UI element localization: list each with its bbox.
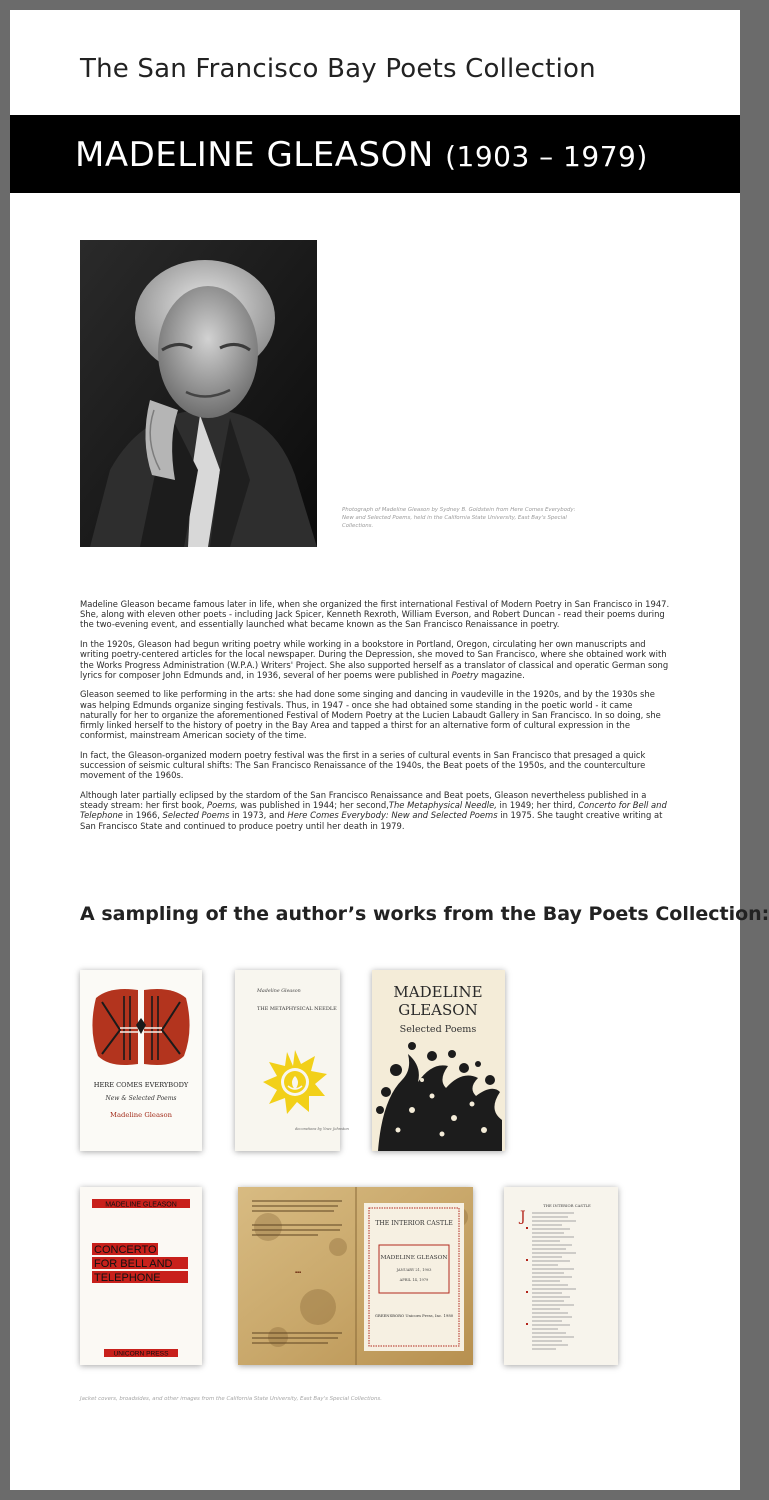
portrait-photo — [80, 240, 317, 547]
bio-paragraph-3: Gleason seemed to like performing in the arts: she had done some singing and dancing in vaudeville in the 1920s, and by the 1930s she was helping Edmunds organize singing festivals. Thus, in 1947 - once she had obtained some standing in the poetic world - it came naturally for her to organize the aforementioned Festival of Modern Poetry at the Lucien Labaudt Gallery in San Francisco. In so doing, she firmly linked herself to the history of poetry in the Bay Area and tapped a thirst for an alternative form of cultural expression in the conformist, mainstream American society of the time. — [80, 689, 661, 741]
poster-page — [10, 10, 769, 1490]
cover6-initial: J — [520, 1209, 526, 1225]
cover4-line2: FOR BELL AND — [94, 1258, 173, 1270]
biography — [80, 599, 670, 840]
photo-caption — [342, 506, 582, 530]
bio-paragraph-4: In fact, the Gleason-organized modern poetry festival was the first in a series of cultural events in San Francisco that presaged a quick succession of seismic cultural shifts: The San Francisco Renaissance of the 1940s, the Beat poets of the 1950s, and the counterculture movement of the 1960s. — [80, 749, 646, 781]
cover1-author: Madeline Gleason — [110, 1111, 172, 1119]
bio-p2-journal: Poetry — [451, 669, 479, 680]
bio-p2-text-a: In the 1920s, Gleason had begun writing poetry while working in a bookstore in Portland, Oregon, circulating her own manuscripts and writing poetry-centered articles for the local newspaper. During the Depression, she moved to San Francisco, where she obtained work with the Works Progress Administration (W.P.A.) Writers' Project. She also supported herself as a translator of classical and operatic German song lyrics for composer John Edmunds and, in 1936, several of her poems were published in — [80, 639, 669, 680]
cover3-name-line2: GLEASON — [398, 1001, 478, 1019]
cover-here-comes-everybody — [80, 970, 202, 1151]
cover1-title: HERE COMES EVERYBODY — [93, 1081, 189, 1089]
photo-caption-line-2: New and Selected Poems, held in the California State University, East Bay's Special Collections. — [342, 515, 567, 529]
cover3-name-line1: MADELINE — [393, 983, 483, 1001]
poet-dates: (1903 – 1979) — [445, 140, 648, 173]
bio-p5-book-2: The Metaphysical Needle, — [388, 800, 497, 811]
name-banner — [10, 115, 740, 193]
bio-p5-text-e: in 1973, and — [229, 810, 288, 821]
cover-concerto — [80, 1187, 202, 1365]
bio-p5-book-5: Here Comes Everybody: New and Selected Poems — [287, 810, 498, 821]
bio-p5-book-4: Selected Poems — [162, 810, 230, 821]
bio-paragraph-1: Madeline Gleason became famous later in life, when she organized the first international Festival of Modern Poetry in San Francisco in 1947. She, along with eleven other poets - including Jack Spicer, Kenneth Rexroth, William Everson, and Robert Duncan - read their poems during the two-evening event, and essentially launched what became known as the San Francisco Renaissance in poetry. — [80, 599, 670, 630]
cover2-author: Madeline Gleason — [257, 989, 301, 994]
collection-title: The San Francisco Bay Poets Collection — [80, 54, 596, 84]
bio-p5-text-f: in 1975. She taught creative writing at San Francisco State and continued to produce poetry until her death in 1979. — [80, 810, 663, 831]
bio-p5-text-b: was published in 1944; her second, — [237, 800, 389, 811]
svg-text:▪▪▪: ▪▪▪ — [294, 1270, 302, 1274]
cover5-title: THE INTERIOR CASTLE — [375, 1220, 453, 1227]
bio-p2-text-b: magazine. — [478, 669, 525, 680]
cover5-date2: APRIL 14, 1979 — [399, 1278, 429, 1282]
poet-heading — [75, 135, 648, 175]
cover1-subtitle: New & Selected Poems — [105, 1095, 177, 1102]
cover4-publisher: UNICORN PRESS — [113, 1350, 169, 1358]
bio-paragraph-5 — [80, 790, 670, 831]
cover-interior-castle-spread — [238, 1187, 473, 1365]
cover2-credit: decorations by Ynez Johnston — [295, 1127, 349, 1131]
cover4-author: MADELINE GLEASON — [105, 1201, 177, 1209]
cover5-author: MADELINE GLEASON — [380, 1255, 448, 1261]
photo-caption-line-1: Photograph of Madeline Gleason by Sydney B. Goldstein from Here Comes Everybody: — [342, 507, 576, 513]
image-credit: Jacket covers, broadsides, and other images from the California State University, East Bay's Special Collections. — [80, 1396, 382, 1402]
cover-selected-poems — [372, 970, 505, 1151]
bio-p5-text-d: in 1966, — [122, 810, 163, 821]
bio-paragraph-2 — [80, 639, 670, 680]
sampling-title: A sampling of the author’s works from the Bay Poets Collection: — [80, 903, 769, 925]
bio-p5-text-a: Although later partially eclipsed by the stardom of the San Francisco Renaissance and Beat poets, Gleason nevertheless published in a steady stream: her first book, — [80, 790, 647, 811]
cover2-title: THE METAPHYSICAL NEEDLE — [257, 1006, 337, 1012]
bio-p5-book-1: Poems, — [207, 800, 238, 811]
cover5-imprint: GREENSBORO Unicorn Press, Inc. 1980 — [374, 1313, 454, 1318]
cover6-title: THE INTERIOR CASTLE — [543, 1203, 591, 1208]
bio-p5-text-c: in 1949; her third, — [496, 800, 579, 811]
cover3-title: Selected Poems — [399, 1024, 477, 1035]
poet-name: MADELINE GLEASON — [75, 135, 434, 175]
cover5-date1: JANUARY 21, 1903 — [396, 1268, 432, 1272]
cover-metaphysical-needle — [235, 970, 349, 1151]
cover4-line3: TELEPHONE — [94, 1272, 161, 1284]
bio-p5-book-3: Concerto for Bell and Telephone — [80, 800, 667, 821]
cover-interior-castle-page — [504, 1187, 618, 1365]
cover4-line1: CONCERTO — [94, 1244, 157, 1256]
